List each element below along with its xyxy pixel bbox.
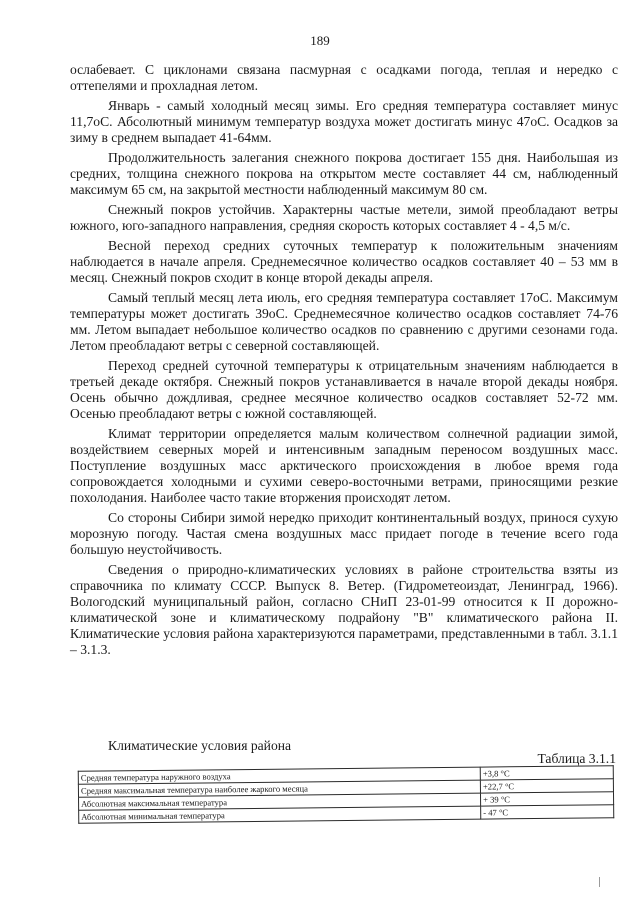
param-cell: Абсолютная максимальная температура bbox=[79, 793, 481, 810]
page-number: 189 bbox=[310, 33, 330, 48]
paragraph: Со стороны Сибири зимой нередко приходит континентальный воздух, принося сухую морозную погоду. Частая смена воздушных масс придает погоде в течение всего года большую неустойчивость. bbox=[70, 510, 618, 557]
paragraph: ослабевает. С циклонами связана пасмурная с осадками погода, теплая и нередко с оттепелями и прохладная летом. bbox=[70, 62, 618, 93]
value-cell: - 47 °С bbox=[481, 805, 614, 819]
climate-table bbox=[78, 765, 615, 824]
body-text bbox=[70, 62, 618, 662]
paragraph: Сведения о природно-климатических условиях в районе строительства взяты из справочника по климату СССР. Выпуск 8. Ветер. (Гидрометеоиздат, Ленинград, 1966). Вологодский муниципальный район, согласно СНиП 23-01-99 относится к II дорожно-климатической зоне и климатическому подрайону "В" климатического района II. Климатические условия района характеризуются параметрами, представленными в табл. 3.1.1 – 3.1.3. bbox=[70, 562, 618, 657]
paragraph: Переход средней суточной температуры к отрицательным значениям наблюдается в третьей декаде октября. Снежный покров устанавливается в начале второй декады ноября. Осень обычно дождливая, среднее месячное количество осадков составляет 52-72 мм. Осенью преобладают ветры с южной составляющей. bbox=[70, 358, 618, 421]
value-cell: +22,7 °С bbox=[480, 779, 613, 793]
paragraph: Январь - самый холодный месяц зимы. Его средняя температура составляет минус 11,7оС. Абсолютный минимум температур воздуха может достигать минус 47оС. Осадков за зиму в среднем выпадает 41-64мм. bbox=[70, 98, 618, 145]
value-cell: +3,8 °С bbox=[480, 766, 613, 780]
scan-mark bbox=[599, 877, 600, 887]
table-label: Таблица 3.1.1 bbox=[537, 751, 616, 766]
param-cell: Средняя температура наружного воздуха bbox=[78, 767, 480, 784]
value-cell: + 39 °С bbox=[480, 792, 613, 806]
param-cell: Средняя максимальная температура наиболее жаркого месяца bbox=[78, 780, 480, 797]
paragraph: Весной переход средних суточных температур к положительным значениям наблюдается в начале апреля. Среднемесячное количество осадков составляет 40 – 53 мм в месяц. Снежный покров сходит в конце второй декады апреля. bbox=[70, 238, 618, 285]
paragraph: Самый теплый месяц лета июль, его средняя температура составляет 17оС. Максимум температуры может достигать 39оС. Среднемесячное количество осадков составляет 74-76 мм. Летом выпадает небольшое количество осадков по сравнению с другими сезонами года. Летом преобладают ветры с северной составляющей. bbox=[70, 290, 618, 353]
param-cell: Абсолютная минимальная температура bbox=[79, 806, 481, 823]
paragraph: Климат территории определяется малым количеством солнечной радиации зимой, воздействием северных морей и интенсивным западным переносом воздушных масс. Поступление воздушных масс арктического происхождения в любое время года сопровождается холодными и сухими северо-восточными ветрами, приносящими резкие похолодания. Наиболее часто такие вторжения происходят летом. bbox=[70, 426, 618, 505]
table-caption: Климатические условия района bbox=[108, 738, 292, 753]
paragraph: Продолжительность залегания снежного покрова достигает 155 дня. Наибольшая из средних, толщина снежного покрова на открытом месте составляет 44 см, наблюденный максимум 65 см, на закрытой местности наблюденный максимум 80 см. bbox=[70, 150, 618, 197]
paragraph: Снежный покров устойчив. Характерны частые метели, зимой преобладают ветры южного, юго-западного направления, средняя скорость которых составляет 4 - 4,5 м/с. bbox=[70, 202, 618, 233]
